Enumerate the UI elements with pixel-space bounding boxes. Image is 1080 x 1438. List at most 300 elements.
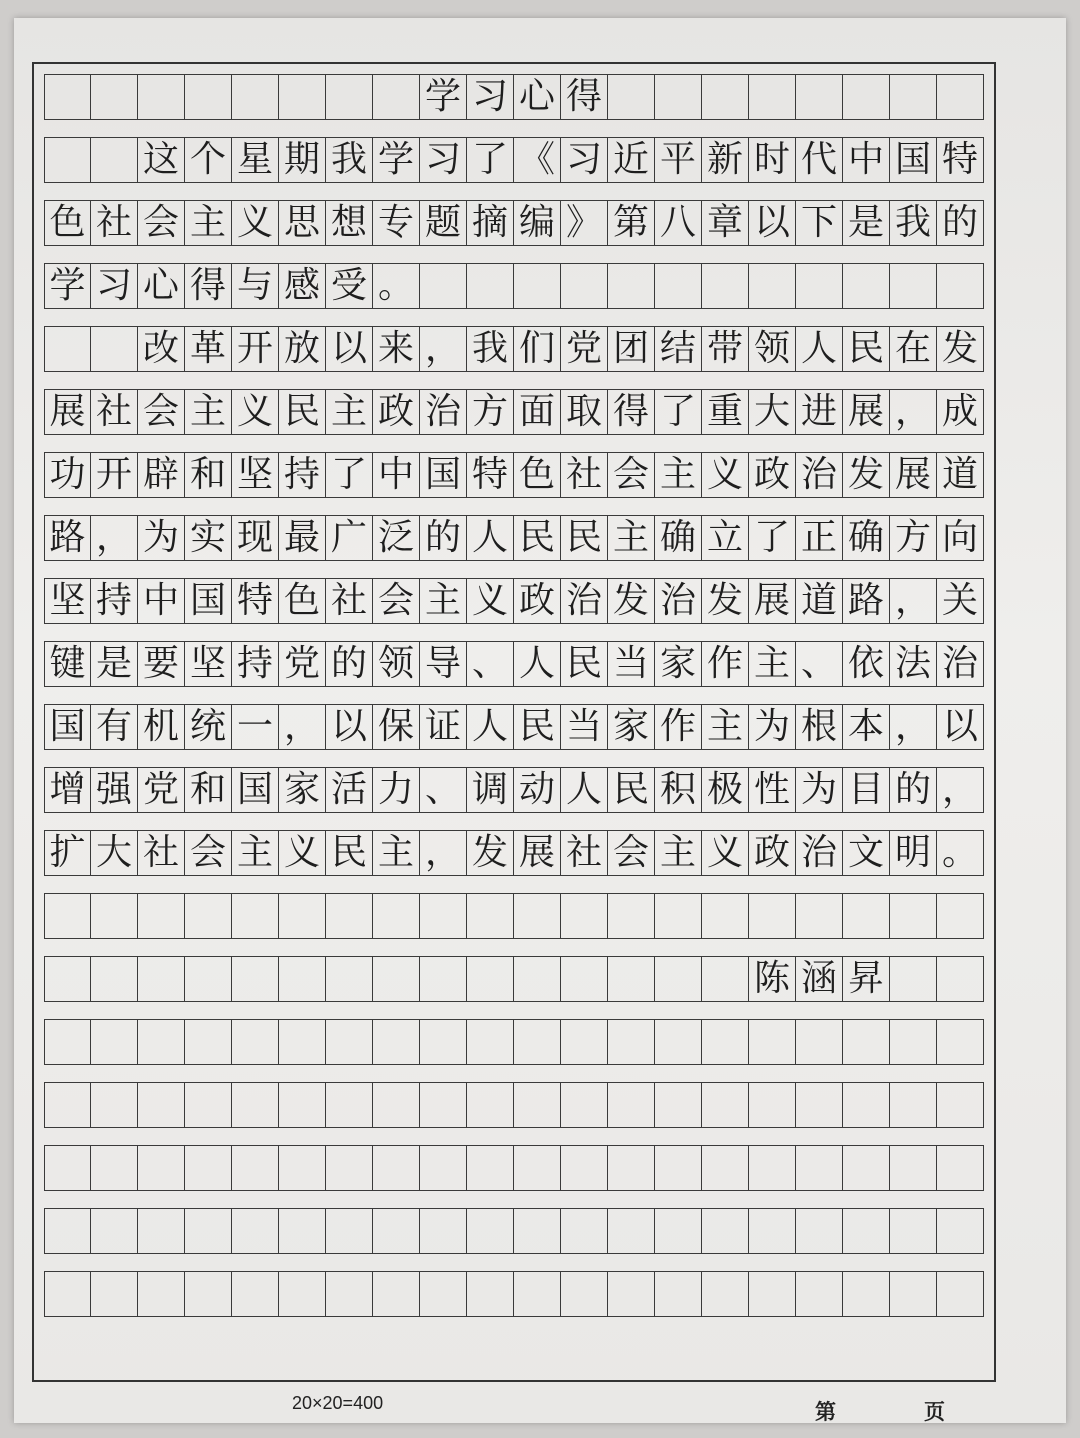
- grid-cell: 我: [467, 327, 514, 371]
- grid-cell: [702, 75, 749, 119]
- grid-cell: 民: [843, 327, 890, 371]
- grid-cell: [655, 1209, 702, 1253]
- grid-cell: [937, 957, 984, 1001]
- grid-cell: 大: [749, 390, 796, 434]
- grid-cell: [702, 264, 749, 308]
- grid-cell: 民: [514, 516, 561, 560]
- grid-cell: [890, 1020, 937, 1064]
- grid-cell: [655, 75, 702, 119]
- grid-cell: 主: [373, 831, 420, 875]
- grid-cell: [561, 894, 608, 938]
- grid-cell: [655, 1272, 702, 1316]
- grid-cell: [467, 957, 514, 1001]
- grid-row: [44, 263, 984, 309]
- grid-cell: [91, 75, 138, 119]
- grid-cell: [373, 1272, 420, 1316]
- grid-cell: [514, 1209, 561, 1253]
- grid-cell: 个: [185, 138, 232, 182]
- grid-cell: [890, 1083, 937, 1127]
- grid-cell: [138, 1020, 185, 1064]
- grid-cell: 目: [843, 768, 890, 812]
- grid-cell: 方: [890, 516, 937, 560]
- grid-cell: [561, 957, 608, 1001]
- grid-cell: 新: [702, 138, 749, 182]
- grid-cell: 国: [420, 453, 467, 497]
- page-number-label: [815, 1396, 945, 1426]
- grid-cell: [91, 138, 138, 182]
- grid-cell: [232, 1083, 279, 1127]
- grid-cell: [232, 75, 279, 119]
- grid-cell: 依: [843, 642, 890, 686]
- grid-cell: 家: [655, 642, 702, 686]
- grid-cell: 保: [373, 705, 420, 749]
- grid-cell: [937, 1146, 984, 1190]
- grid-cell: 党: [138, 768, 185, 812]
- grid-cell: 展: [890, 453, 937, 497]
- grid-cell: [890, 75, 937, 119]
- grid-cell: [420, 264, 467, 308]
- grid-cell: 习: [91, 264, 138, 308]
- page-label-ye: 页: [924, 1400, 945, 1424]
- grid-cell: [420, 1083, 467, 1127]
- grid-cell: [514, 1272, 561, 1316]
- grid-cell: 题: [420, 201, 467, 245]
- grid-cell: 中: [138, 579, 185, 623]
- grid-cell: [91, 1272, 138, 1316]
- grid-cell: [279, 1146, 326, 1190]
- grid-cell: 八: [655, 201, 702, 245]
- grid-cell: 了: [326, 453, 373, 497]
- grid-cell: [749, 894, 796, 938]
- grid-cell: 向: [937, 516, 984, 560]
- grid-cell: [702, 1083, 749, 1127]
- grid-cell: 人: [514, 642, 561, 686]
- grid-cell: 机: [138, 705, 185, 749]
- grid-cell: 为: [796, 768, 843, 812]
- grid-cell: 最: [279, 516, 326, 560]
- grid-cell: [514, 957, 561, 1001]
- page-label-di: 第: [815, 1400, 836, 1424]
- grid-cell: 为: [138, 516, 185, 560]
- grid-cell: [514, 264, 561, 308]
- grid-cell: 积: [655, 768, 702, 812]
- grid-cell: 政: [749, 453, 796, 497]
- grid-cell: [467, 264, 514, 308]
- grid-cell: [138, 1272, 185, 1316]
- grid-cell: 义: [232, 201, 279, 245]
- grid-cell: [420, 1272, 467, 1316]
- grid-cell: [890, 1272, 937, 1316]
- grid-cell: 国: [232, 768, 279, 812]
- grid-cell: 和: [185, 453, 232, 497]
- grid-cell: 感: [279, 264, 326, 308]
- grid-cell: 了: [655, 390, 702, 434]
- grid-cell: [514, 894, 561, 938]
- grid-cell: 力: [373, 768, 420, 812]
- grid-cell: 会: [608, 831, 655, 875]
- grid-cell: [373, 957, 420, 1001]
- grid-row: [44, 1145, 984, 1191]
- grid-cell: 持: [232, 642, 279, 686]
- grid-cell: [608, 957, 655, 1001]
- grid-cell: 活: [326, 768, 373, 812]
- grid-cell: 这: [138, 138, 185, 182]
- grid-cell: 以: [326, 327, 373, 371]
- grid-cell: 会: [608, 453, 655, 497]
- grid-cell: [514, 1083, 561, 1127]
- grid-cell: 《: [514, 138, 561, 182]
- grid-cell: 一: [232, 705, 279, 749]
- grid-cell: 坚: [44, 579, 91, 623]
- grid-cell: [279, 1272, 326, 1316]
- grid-cell: 在: [890, 327, 937, 371]
- grid-row: [44, 1271, 984, 1317]
- grid-cell: 特: [467, 453, 514, 497]
- grid-cell: [843, 264, 890, 308]
- grid-cell: 主: [655, 453, 702, 497]
- grid-cell: 治: [937, 642, 984, 686]
- grid-cell: [937, 1209, 984, 1253]
- grid-cell: 昇: [843, 957, 890, 1001]
- grid-cell: 的: [326, 642, 373, 686]
- grid-cell: [44, 138, 91, 182]
- grid-cell: [890, 957, 937, 1001]
- grid-cell: [185, 1083, 232, 1127]
- grid-cell: [326, 1020, 373, 1064]
- grid-cell: 国: [44, 705, 91, 749]
- grid-cell: 涵: [796, 957, 843, 1001]
- grid-cell: [420, 894, 467, 938]
- grid-cell: 义: [232, 390, 279, 434]
- grid-cell: [843, 1020, 890, 1064]
- grid-cell: 特: [232, 579, 279, 623]
- grid-cell: 得: [185, 264, 232, 308]
- grid-cell: [420, 1146, 467, 1190]
- grid-cell: 带: [702, 327, 749, 371]
- grid-cell: 》: [561, 201, 608, 245]
- grid-cell: [843, 1272, 890, 1316]
- grid-cell: 、: [420, 768, 467, 812]
- grid-cell: 主: [420, 579, 467, 623]
- grid-cell: [608, 894, 655, 938]
- grid-cell: 确: [843, 516, 890, 560]
- grid-cell: [796, 1083, 843, 1127]
- grid-cell: [91, 1020, 138, 1064]
- grid-row: [44, 956, 984, 1002]
- grid-cell: [937, 894, 984, 938]
- grid-cell: [185, 75, 232, 119]
- grid-cell: 调: [467, 768, 514, 812]
- grid-cell: [373, 894, 420, 938]
- grid-cell: 政: [749, 831, 796, 875]
- grid-cell: [608, 1209, 655, 1253]
- grid-cell: 放: [279, 327, 326, 371]
- grid-cell: 我: [890, 201, 937, 245]
- grid-cell: 章: [702, 201, 749, 245]
- grid-cell: 动: [514, 768, 561, 812]
- grid-cell: [185, 1272, 232, 1316]
- grid-cell: 民: [326, 831, 373, 875]
- grid-cell: 键: [44, 642, 91, 686]
- grid-row: [44, 1082, 984, 1128]
- grid-cell: 根: [796, 705, 843, 749]
- grid-cell: [44, 1020, 91, 1064]
- grid-cell: [326, 1209, 373, 1253]
- grid-cell: [44, 327, 91, 371]
- grid-cell: [279, 75, 326, 119]
- grid-cell: 增: [44, 768, 91, 812]
- grid-cell: 人: [561, 768, 608, 812]
- grid-cell: [44, 1146, 91, 1190]
- grid-cell: 第: [608, 201, 655, 245]
- grid-cell: [655, 1146, 702, 1190]
- grid-cell: 发: [937, 327, 984, 371]
- grid-cell: [749, 1146, 796, 1190]
- grid-cell: [843, 1083, 890, 1127]
- grid-cell: 开: [232, 327, 279, 371]
- grid-cell: 民: [514, 705, 561, 749]
- grid-row: [44, 452, 984, 498]
- grid-cell: 的: [937, 201, 984, 245]
- grid-cell: [91, 327, 138, 371]
- grid-cell: 以: [937, 705, 984, 749]
- grid-cell: [279, 894, 326, 938]
- grid-cell: 成: [937, 390, 984, 434]
- grid-cell: [467, 894, 514, 938]
- grid-cell: 与: [232, 264, 279, 308]
- grid-cell: [655, 1083, 702, 1127]
- grid-row: [44, 515, 984, 561]
- grid-cell: 取: [561, 390, 608, 434]
- grid-cell: ，: [420, 327, 467, 371]
- grid-cell: [937, 1020, 984, 1064]
- grid-cell: [373, 1146, 420, 1190]
- grid-cell: 国: [890, 138, 937, 182]
- grid-cell: 作: [702, 642, 749, 686]
- grid-cell: 作: [655, 705, 702, 749]
- grid-cell: [279, 1083, 326, 1127]
- grid-cell: [138, 75, 185, 119]
- grid-cell: [843, 894, 890, 938]
- grid-cell: [185, 1020, 232, 1064]
- grid-cell: [467, 1083, 514, 1127]
- grid-cell: 强: [91, 768, 138, 812]
- grid-cell: 中: [843, 138, 890, 182]
- grid-cell: 近: [608, 138, 655, 182]
- grid-cell: 学: [44, 264, 91, 308]
- grid-cell: 社: [561, 831, 608, 875]
- grid-cell: ，: [420, 831, 467, 875]
- grid-row: [44, 74, 984, 120]
- grid-cell: 治: [796, 831, 843, 875]
- grid-cell: [796, 1209, 843, 1253]
- grid-cell: [655, 264, 702, 308]
- grid-cell: 会: [138, 201, 185, 245]
- grid-cell: [279, 957, 326, 1001]
- grid-cell: [561, 264, 608, 308]
- grid-cell: 义: [702, 453, 749, 497]
- grid-cell: [232, 1146, 279, 1190]
- grid-cell: [843, 1146, 890, 1190]
- grid-cell: 主: [749, 642, 796, 686]
- grid-cell: 党: [279, 642, 326, 686]
- grid-cell: 发: [608, 579, 655, 623]
- grid-cell: 展: [749, 579, 796, 623]
- grid-cell: [561, 1020, 608, 1064]
- grid-cell: 民: [561, 516, 608, 560]
- grid-cell: 领: [749, 327, 796, 371]
- grid-cell: 心: [514, 75, 561, 119]
- grid-cell: 。: [373, 264, 420, 308]
- grid-cell: 家: [279, 768, 326, 812]
- grid-cell: 色: [279, 579, 326, 623]
- grid-cell: [608, 1272, 655, 1316]
- grid-cell: 学: [420, 75, 467, 119]
- grid-cell: [91, 957, 138, 1001]
- grid-cell: 现: [232, 516, 279, 560]
- grid-cell: 证: [420, 705, 467, 749]
- grid-cell: 民: [561, 642, 608, 686]
- grid-cell: [467, 1272, 514, 1316]
- grid-cell: 关: [937, 579, 984, 623]
- grid-row: [44, 200, 984, 246]
- grid-cell: [890, 894, 937, 938]
- grid-cell: 大: [91, 831, 138, 875]
- grid-cell: [44, 894, 91, 938]
- grid-cell: 党: [561, 327, 608, 371]
- grid-cell: [561, 1209, 608, 1253]
- grid-cell: 主: [185, 201, 232, 245]
- grid-row: [44, 578, 984, 624]
- grid-cell: [702, 1209, 749, 1253]
- grid-cell: 政: [373, 390, 420, 434]
- grid-cell: [91, 1209, 138, 1253]
- grid-cell: 极: [702, 768, 749, 812]
- grid-cell: [326, 1146, 373, 1190]
- grid-cell: 编: [514, 201, 561, 245]
- grid-cell: [326, 1272, 373, 1316]
- grid-cell: 当: [561, 705, 608, 749]
- grid-cell: 实: [185, 516, 232, 560]
- grid-cell: 义: [702, 831, 749, 875]
- grid-cell: [44, 1272, 91, 1316]
- grid-cell: 社: [91, 201, 138, 245]
- grid-cell: 民: [608, 768, 655, 812]
- grid-cell: 持: [279, 453, 326, 497]
- grid-cell: 、: [467, 642, 514, 686]
- grid-cell: 义: [279, 831, 326, 875]
- grid-cell: [890, 1146, 937, 1190]
- grid-cell: 文: [843, 831, 890, 875]
- grid-cell: 主: [326, 390, 373, 434]
- grid-cell: [232, 1020, 279, 1064]
- grid-cell: [326, 957, 373, 1001]
- grid-cell: 开: [91, 453, 138, 497]
- grid-cell: 展: [514, 831, 561, 875]
- grid-cell: [702, 1146, 749, 1190]
- grid-cell: 主: [232, 831, 279, 875]
- grid-cell: 摘: [467, 201, 514, 245]
- grid-cell: [655, 894, 702, 938]
- grid-cell: 政: [514, 579, 561, 623]
- grid-cell: ，: [890, 579, 937, 623]
- grid-cell: [91, 1146, 138, 1190]
- grid-cell: 了: [467, 138, 514, 182]
- grid-row: [44, 830, 984, 876]
- grid-cell: 我: [326, 138, 373, 182]
- grid-cell: 本: [843, 705, 890, 749]
- grid-cell: 方: [467, 390, 514, 434]
- grid-cell: [420, 1209, 467, 1253]
- grid-cell: [467, 1209, 514, 1253]
- grid-cell: [702, 1020, 749, 1064]
- grid-cell: 得: [608, 390, 655, 434]
- grid-cell: [279, 1020, 326, 1064]
- grid-cell: 们: [514, 327, 561, 371]
- grid-cell: 义: [467, 579, 514, 623]
- grid-cell: 发: [702, 579, 749, 623]
- grid-cell: 进: [796, 390, 843, 434]
- grid-cell: 得: [561, 75, 608, 119]
- grid-cell: 统: [185, 705, 232, 749]
- grid-cell: [796, 264, 843, 308]
- grid-cell: 是: [91, 642, 138, 686]
- grid-cell: 会: [185, 831, 232, 875]
- grid-cell: 社: [138, 831, 185, 875]
- grid-cell: [420, 957, 467, 1001]
- grid-cell: [890, 1209, 937, 1253]
- grid-cell: 社: [561, 453, 608, 497]
- grid-cell: 结: [655, 327, 702, 371]
- grid-cell: [185, 957, 232, 1001]
- grid-cell: [749, 1209, 796, 1253]
- grid-cell: ，: [91, 516, 138, 560]
- grid-cell: 有: [91, 705, 138, 749]
- grid-cell: [608, 75, 655, 119]
- grid-cell: [843, 75, 890, 119]
- grid-row: [44, 641, 984, 687]
- grid-cell: 路: [843, 579, 890, 623]
- grid-row: [44, 893, 984, 939]
- grid-cell: 法: [890, 642, 937, 686]
- grid-cell: 道: [796, 579, 843, 623]
- grid-cell: [608, 264, 655, 308]
- grid-cell: [185, 1146, 232, 1190]
- grid-cell: [655, 1020, 702, 1064]
- grid-cell: 面: [514, 390, 561, 434]
- grid-cell: 正: [796, 516, 843, 560]
- grid-cell: [232, 1272, 279, 1316]
- grid-cell: [514, 1020, 561, 1064]
- grid-cell: 平: [655, 138, 702, 182]
- grid-cell: [138, 1209, 185, 1253]
- grid-cell: 的: [890, 768, 937, 812]
- grid-cell: 发: [467, 831, 514, 875]
- grid-row: [44, 767, 984, 813]
- grid-cell: 民: [279, 390, 326, 434]
- grid-cell: [749, 1083, 796, 1127]
- grid-cell: [937, 264, 984, 308]
- grid-cell: 性: [749, 768, 796, 812]
- grid-cell: 治: [420, 390, 467, 434]
- grid-cell: [44, 1083, 91, 1127]
- manuscript-grid: [44, 74, 984, 1317]
- grid-cell: 治: [561, 579, 608, 623]
- grid-cell: [796, 1146, 843, 1190]
- grid-cell: 的: [420, 516, 467, 560]
- grid-cell: [44, 1209, 91, 1253]
- grid-cell: [749, 1020, 796, 1064]
